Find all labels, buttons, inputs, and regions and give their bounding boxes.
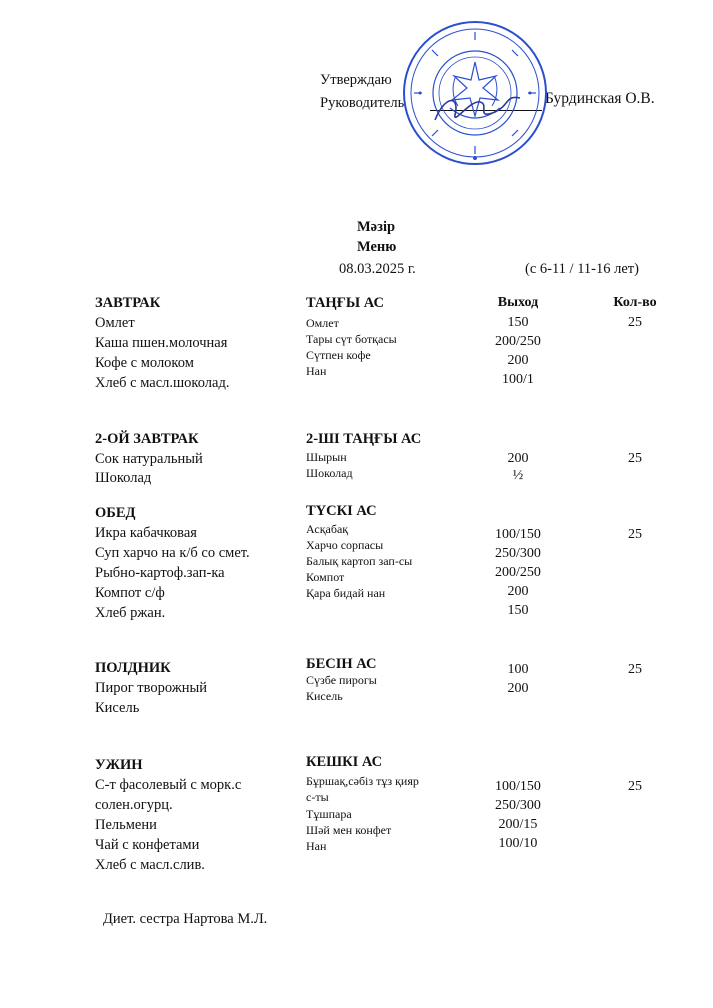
approve-label: Утверждаю [320, 72, 392, 88]
kz-item: Нан [306, 364, 327, 378]
ru-item: Чай с конфетами [95, 837, 200, 853]
output-value: 100 [507, 662, 529, 677]
ru-item: Хлеб с масл.слив. [95, 857, 205, 873]
output-value: 100/150 [495, 527, 541, 542]
kz-item: Тұшпара [306, 807, 352, 821]
ru-item: Пирог творожный [95, 680, 208, 696]
meal-title-kz: БЕСІН АС [306, 656, 377, 672]
menu-ages: (с 6-11 / 11-16 лет) [525, 261, 639, 277]
kz-item: Шәй мен конфет [306, 823, 392, 837]
kz-item: Тары сүт ботқасы [306, 332, 397, 346]
kz-item: Нан [306, 839, 327, 853]
output-value: 250/300 [495, 546, 541, 561]
kz-item: Харчо сорпасы [306, 538, 384, 552]
ru-item: Хлеб ржан. [95, 605, 166, 621]
meal-title-ru: 2-ОЙ ЗАВТРАК [95, 431, 199, 447]
kz-item: Сүтпен кофе [306, 348, 371, 362]
meal-title-ru: УЖИН [95, 757, 143, 773]
output-value: 250/300 [495, 798, 541, 813]
head-name: Бурдинская О.В. [545, 90, 655, 107]
ru-item: Рыбно-картоф.зап-ка [95, 565, 225, 581]
menu-title-ru: Меню [357, 239, 397, 255]
ru-item: Сок натуральный [95, 451, 203, 467]
kz-item: с-ты [306, 790, 329, 804]
output-value: 200 [507, 681, 529, 696]
output-value: 200 [507, 451, 529, 466]
ru-item: Пельмени [95, 817, 157, 833]
output-value: 100/1 [502, 372, 534, 387]
output-value: 200/15 [498, 817, 538, 832]
kz-item: Шырын [306, 450, 347, 464]
meal-title-ru: ПОЛДНИК [95, 660, 171, 676]
qty-value: 25 [628, 451, 642, 466]
kz-item: Кисель [306, 689, 343, 703]
handwritten-signature [425, 90, 535, 130]
kz-item: Компот [306, 570, 345, 584]
ru-item: Хлеб с масл.шоколад. [95, 375, 230, 391]
kz-item: Сүзбе пирогы [306, 673, 377, 687]
qty-value: 25 [628, 527, 642, 542]
output-value: 200 [507, 584, 529, 599]
output-value: 200 [507, 353, 529, 368]
output-value: 150 [507, 315, 529, 330]
meal-title-kz: ТҮСКІ АС [306, 503, 377, 519]
output-value: 200/250 [495, 565, 541, 580]
ru-item: Кисель [95, 700, 140, 716]
meal-title-kz: ТАҢҒЫ АС [306, 295, 385, 311]
output-value: ½ [512, 468, 524, 483]
menu-title-kz: Мәзір [357, 219, 396, 235]
meal-title-kz: 2-ШІ ТАҢҒЫ АС [306, 431, 422, 447]
meal-title-ru: ОБЕД [95, 505, 136, 521]
kz-item: Қара бидай нан [306, 586, 386, 600]
ru-item: Икра кабачковая [95, 525, 197, 541]
output-value: 150 [507, 603, 529, 618]
kz-item: Шоколад [306, 466, 353, 480]
ru-item: солен.огурц. [95, 797, 173, 813]
kz-item: Бұршақ,сәбіз тұз қияр [306, 774, 419, 788]
head-label: Руководитель [320, 95, 405, 111]
kz-item: Балық картоп зап-сы [306, 554, 413, 568]
output-value: 200/250 [495, 334, 541, 349]
output-value: 100/10 [498, 836, 538, 851]
qty-value: 25 [628, 662, 642, 677]
kz-item: Асқабақ [306, 522, 349, 536]
meal-title-kz: КЕШКІ АС [306, 754, 383, 770]
output-header: Выход [497, 295, 539, 310]
dietary-nurse: Диет. сестра Нартова М.Л. [103, 911, 268, 927]
ru-item: С-т фасолевый с морк.с [95, 777, 242, 793]
output-value: 100/150 [495, 779, 541, 794]
qty-header: Кол-во [613, 295, 657, 310]
menu-date: 08.03.2025 г. [339, 261, 416, 277]
kz-item: Омлет [306, 316, 339, 330]
qty-value: 25 [628, 779, 642, 794]
ru-item: Каша пшен.молочная [95, 335, 228, 351]
ru-item: Кофе с молоком [95, 355, 194, 371]
ru-item: Компот с/ф [95, 585, 165, 601]
qty-value: 25 [628, 315, 642, 330]
ru-item: Суп харчо на к/б со смет. [95, 545, 250, 561]
meal-title-ru: ЗАВТРАК [95, 295, 161, 311]
ru-item: Омлет [95, 315, 135, 331]
ru-item: Шоколад [95, 470, 152, 486]
